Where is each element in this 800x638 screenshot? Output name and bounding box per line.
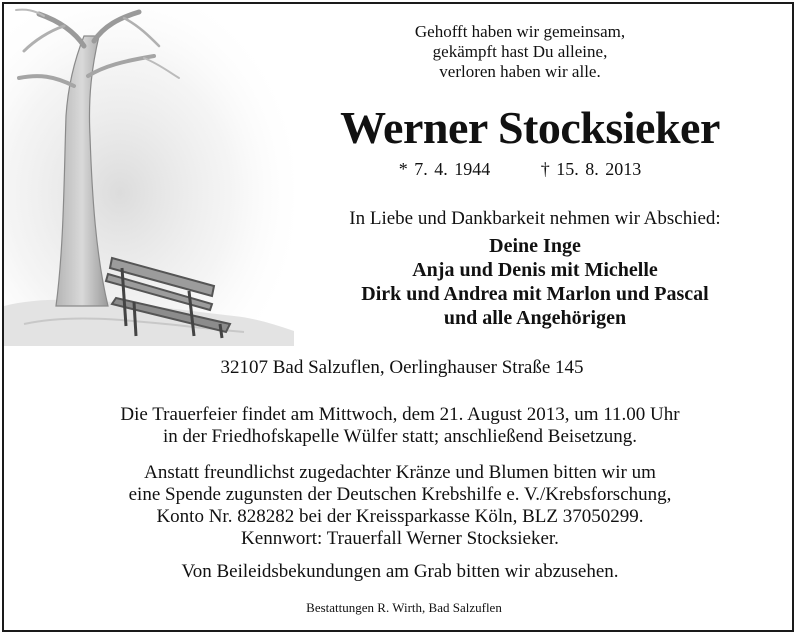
mourner: Dirk und Andrea mit Marlon und Pascal (361, 283, 709, 305)
tree-and-bench-illustration (4, 6, 294, 346)
address: 32107 Bad Salzuflen, Oerlinghauser Straße 145 (220, 357, 584, 378)
condolence-note: Von Beileidsbekundungen am Grab bitten wir abzusehen. (181, 561, 619, 582)
ceremony-line: in der Friedhofskapelle Wülfer statt; anschließend Beisetzung. (163, 426, 637, 447)
death-date: † 15. 8. 2013 (540, 159, 642, 179)
mourner: und alle Angehörigen (443, 307, 627, 329)
donation-line: eine Spende zugunsten der Deutschen Krebshilfe e. V./Krebsforschung, (128, 484, 672, 505)
donation-line: Kennwort: Trauerfall Werner Stocksieker. (241, 528, 559, 549)
mourner: Deine Inge (489, 235, 581, 257)
poem-line: gekämpft hast Du alleine, (432, 42, 608, 61)
mourner: Anja und Denis mit Michelle (412, 259, 658, 281)
ceremony-line: Die Trauerfeier findet am Mittwoch, dem 21. August 2013, um 11.00 Uhr (120, 404, 680, 425)
poem (310, 22, 730, 82)
poem-line: verloren haben wir alle. (439, 62, 601, 81)
donation-info (0, 462, 800, 550)
undertaker-credit: Bestattungen R. Wirth, Bad Salzuflen (306, 600, 502, 615)
poem-line: Gehofft haben wir gemeinsam, (414, 22, 626, 41)
donation-line: Konto Nr. 828282 bei der Kreissparkasse Köln, BLZ 37050299. (156, 506, 644, 527)
ceremony-info (0, 404, 800, 448)
mourners-list (280, 234, 790, 330)
donation-line: Anstatt freundlichst zugedachter Kränze und Blumen bitten wir um (144, 462, 656, 483)
birth-date: * 7. 4. 1944 (398, 159, 491, 179)
farewell-line: In Liebe und Dankbarkeit nehmen wir Abschied: (349, 208, 721, 229)
deceased-name: Werner Stocksieker (340, 102, 720, 153)
life-dates (330, 158, 710, 180)
